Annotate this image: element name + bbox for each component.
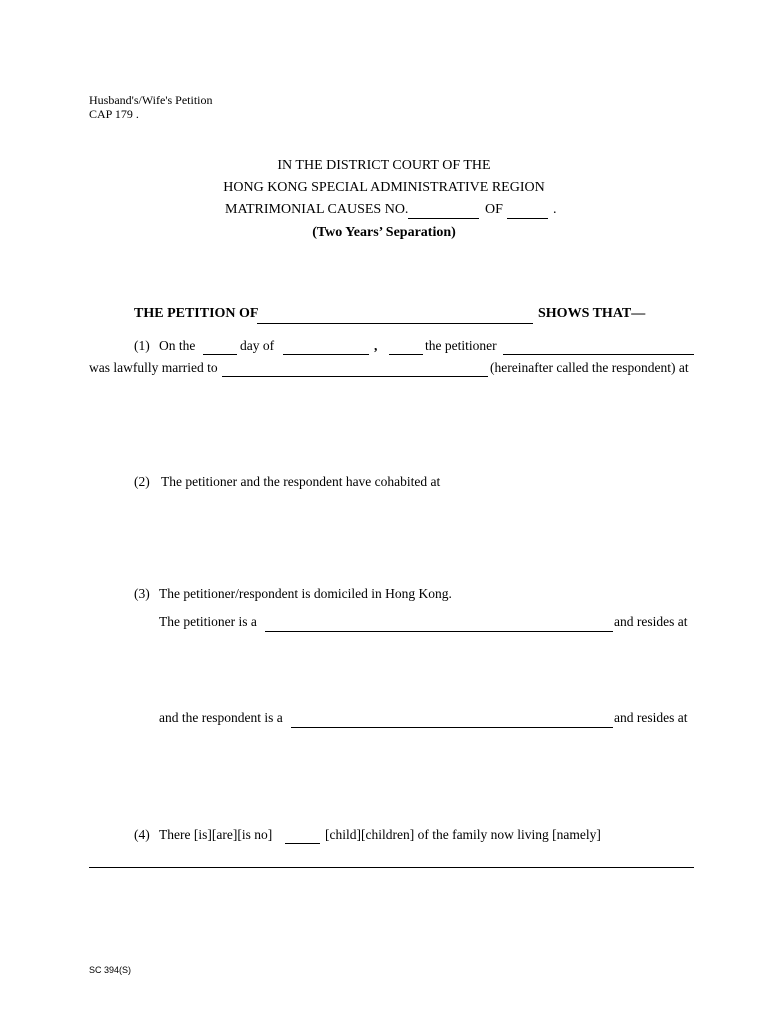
para-1-comma: , (374, 338, 378, 353)
para-1-number: (1) (134, 338, 150, 353)
children-count-field[interactable] (285, 829, 320, 844)
of-label: OF (485, 202, 503, 217)
para-4-there: There [is][are][is no] (159, 827, 273, 842)
para-2-text: The petitioner and the respondent have cohabited at (161, 474, 441, 489)
form-code: SC 394(S) (89, 965, 132, 975)
para-3-resides-at-1: and resides at (614, 614, 688, 629)
para-4-children: [child][children] of the family now living [namely] (325, 827, 601, 842)
court-line-1: IN THE DISTRICT COURT OF THE (277, 158, 491, 173)
petitioner-occupation-field[interactable] (265, 617, 613, 632)
bottom-rule (89, 867, 694, 868)
marriage-year-field[interactable] (389, 340, 423, 355)
para-1-hereinafter: (hereinafter called the respondent) at (490, 360, 689, 375)
para-1-day-of: day of (240, 338, 275, 353)
para-3-respondent-is: and the respondent is a (159, 710, 283, 725)
para-3-number: (3) (134, 586, 150, 601)
para-2-number: (2) (134, 474, 150, 489)
respondent-name-field[interactable] (222, 362, 488, 377)
cap-reference: CAP 179 . (89, 107, 139, 121)
court-line-2: HONG KONG SPECIAL ADMINISTRATIVE REGION (223, 180, 545, 195)
form-title: Husband's/Wife's Petition (89, 93, 213, 107)
para-3-petitioner-is: The petitioner is a (159, 614, 257, 629)
para-1-on-the: On the (159, 338, 196, 353)
petitioner-name-2-field[interactable] (503, 340, 694, 355)
petitioner-name-field[interactable] (257, 309, 533, 324)
causes-year-field[interactable] (507, 204, 548, 219)
para-3-resides-at-2: and resides at (614, 710, 688, 725)
causes-period: . (553, 202, 557, 217)
para-3-domicile: The petitioner/respondent is domiciled in Hong Kong. (159, 586, 452, 601)
separation-subtitle: (Two Years’ Separation) (312, 225, 456, 240)
shows-that-label: SHOWS THAT— (538, 306, 646, 321)
matrimonial-causes-label: MATRIMONIAL CAUSES NO. (225, 202, 409, 217)
para-1-the-petitioner: the petitioner (425, 338, 497, 353)
marriage-day-field[interactable] (203, 340, 237, 355)
respondent-occupation-field[interactable] (291, 713, 613, 728)
para-1-married-to: was lawfully married to (89, 360, 218, 375)
causes-number-field[interactable] (408, 204, 479, 219)
petition-of-label: THE PETITION OF (134, 306, 259, 321)
para-4-number: (4) (134, 827, 150, 842)
marriage-month-field[interactable] (283, 340, 369, 355)
